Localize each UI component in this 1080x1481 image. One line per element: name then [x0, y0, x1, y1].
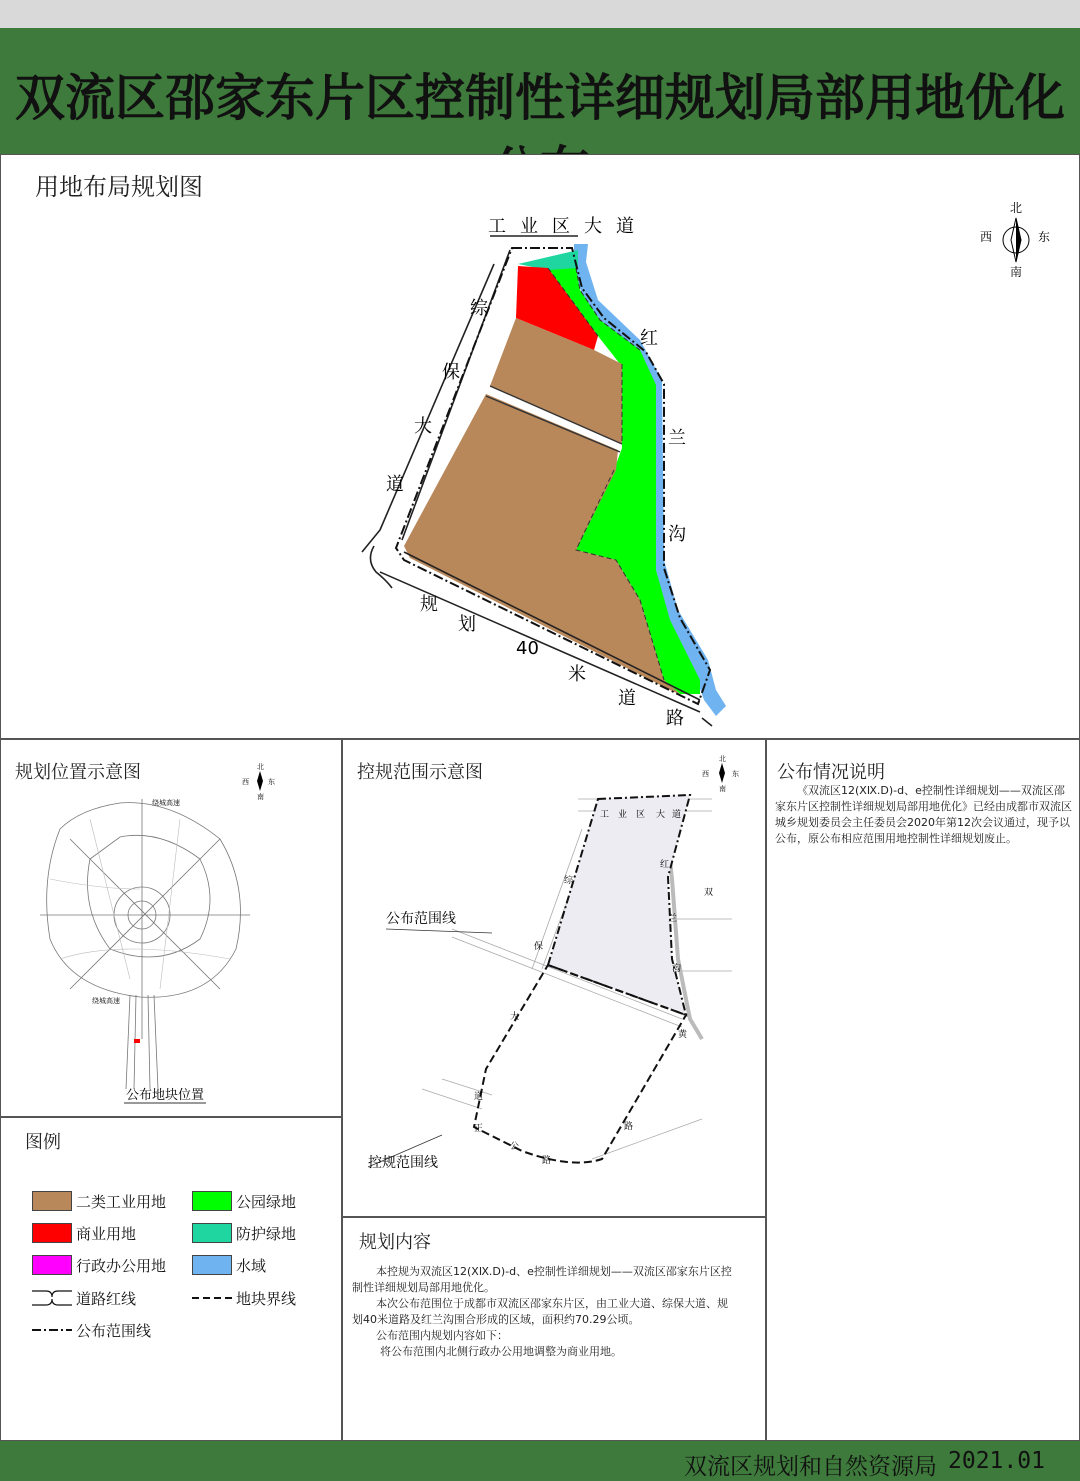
south-road-label: 米 [568, 664, 586, 685]
notice-text: 《双流区12(ⅩⅨ.D)-d、e控制性详细规划——双流区邵家东片区控制性详细规划局部用地优化》已经由成都市双流区城乡规划委员会主任委员会2020年第12次会议通过，现予以公布，原公布相应范围用地控制性详细规划废止。 [775, 784, 1072, 845]
scope-road-label: 路 [542, 1156, 552, 1166]
site-marker [134, 1039, 140, 1043]
planning-content-text [352, 1264, 732, 1360]
compass-east: 东 [1038, 230, 1051, 244]
legend-swatch [32, 1288, 72, 1308]
location-map-title: 规划位置示意图 [15, 762, 141, 783]
svg-text:东: 东 [268, 778, 275, 786]
west-road-label: 道 [386, 474, 404, 495]
west-road-label: 大 [414, 416, 432, 437]
scope-map-title: 控规范围示意图 [357, 762, 483, 783]
legend-label: 地块界线 [236, 1289, 297, 1308]
legend-swatch [32, 1223, 72, 1243]
scope-road-label: 公 [510, 1142, 520, 1152]
scope-label-control-line: 控规范围线 [368, 1155, 438, 1171]
land-use-map [0, 154, 1080, 739]
compass-north: 北 [1010, 201, 1023, 215]
west-road-label: 保 [442, 362, 460, 383]
location-label-road-a: 绕城高速 [152, 799, 180, 807]
scope-map [342, 739, 766, 1217]
svg-text:南: 南 [257, 793, 264, 801]
legend-label: 行政办公用地 [76, 1256, 167, 1275]
footer-banner [0, 1441, 1080, 1481]
scope-road-label: 大 [510, 1012, 520, 1022]
compass-west: 西 [980, 230, 993, 244]
legend-label: 公布范围线 [76, 1321, 152, 1340]
south-road-label: 40 [516, 638, 539, 659]
legend-label: 水域 [236, 1256, 267, 1275]
legend-item [32, 1285, 136, 1311]
compass-main [980, 201, 1050, 279]
legend-title: 图例 [25, 1132, 61, 1153]
land-use-map-title: 用地布局规划图 [35, 173, 203, 201]
scope-road-label: 沟 [672, 964, 682, 974]
legend-label: 公园绿地 [236, 1192, 297, 1211]
legend-label: 商业用地 [76, 1224, 137, 1243]
top-strip [0, 0, 1080, 28]
scope-road-label: 路 [624, 1122, 634, 1132]
legend-label: 防护绿地 [236, 1224, 297, 1243]
page-title: 双流区邵家东片区控制性详细规划局部用地优化 [15, 69, 1065, 127]
footer-org: 双流区规划和自然资源局 [684, 1454, 937, 1480]
location-map [0, 739, 342, 1117]
scope-road-label: 正 [474, 1124, 484, 1134]
legend-swatch [192, 1288, 232, 1308]
svg-text:西: 西 [242, 778, 249, 786]
scope-road-label: 保 [534, 942, 544, 952]
west-road-label: 综 [470, 298, 488, 319]
scope-road-label: 道 [672, 810, 682, 820]
south-road-label: 道 [618, 688, 636, 709]
compass-south: 南 [1010, 265, 1023, 279]
header-banner [0, 28, 1080, 154]
legend-item [192, 1285, 296, 1311]
scope-road-label: 红 [660, 860, 670, 870]
legend-item [192, 1188, 296, 1214]
compass-location [242, 762, 275, 801]
legend-swatch [192, 1255, 232, 1275]
scope-road-label: 双 [704, 888, 714, 898]
scope-road-label: 区 [636, 810, 646, 820]
location-label-site: 公布地块位置 [126, 1088, 205, 1103]
legend-item [32, 1188, 166, 1214]
planning-paragraph: 将公布范围内北侧行政办公用地调整为商业用地。 [380, 1345, 622, 1358]
legend-label: 道路红线 [76, 1289, 137, 1308]
river-label: 兰 [668, 428, 686, 449]
legend-item [32, 1317, 151, 1343]
svg-text:西: 西 [702, 770, 709, 778]
legend-item [192, 1220, 296, 1246]
svg-text:北: 北 [257, 763, 264, 771]
scope-road-label: 综 [564, 876, 574, 886]
legend-panel [0, 1117, 342, 1441]
compass-scope [702, 754, 739, 793]
legend-item [32, 1252, 166, 1278]
svg-text:北: 北 [719, 755, 726, 763]
scope-road-label: 兰 [668, 914, 678, 924]
planning-paragraph: 本控规为双流区12(ⅩⅨ.D)-d、e控制性详细规划——双流区邵家东片区控制性详细规划局部用地优化。 [352, 1265, 732, 1294]
location-label-road-b: 绕城高速 [92, 997, 120, 1005]
planning-paragraph: 本次公布范围位于成都市双流区邵家东片区，由工业大道、综保大道、规划40米道路及红兰沟围合形成的区域，面积约70.29公顷。 [352, 1297, 728, 1326]
svg-text:东: 东 [732, 770, 739, 778]
legend-swatch [192, 1223, 232, 1243]
river-label: 红 [640, 328, 658, 349]
scope-road-label: 黄 [678, 1030, 688, 1040]
planning-content-title: 规划内容 [359, 1232, 431, 1253]
legend-swatch [192, 1191, 232, 1211]
legend-swatch [32, 1191, 72, 1211]
scope-road-label: 道 [474, 1092, 484, 1102]
legend-label: 二类工业用地 [76, 1192, 167, 1211]
scope-road-label: 工 [600, 810, 610, 820]
road-label-north: 工业区大道 [488, 216, 648, 237]
footer-date: 2021.01 [948, 1448, 1045, 1474]
south-road-label: 划 [458, 614, 476, 635]
scope-road-label: 大 [656, 810, 666, 820]
legend-item [192, 1252, 266, 1278]
river-label: 沟 [668, 524, 686, 545]
planning-paragraph: 公布范围内规划内容如下： [376, 1329, 508, 1342]
legend-swatch [32, 1320, 72, 1340]
scope-label-publish-line: 公布范围线 [386, 911, 456, 927]
south-road-label: 路 [666, 708, 684, 729]
scope-road-label: 业 [618, 810, 628, 820]
notice-title: 公布情况说明 [777, 762, 885, 783]
south-road-label: 规 [420, 594, 438, 615]
legend-swatch [32, 1255, 72, 1275]
svg-text:南: 南 [719, 785, 726, 793]
legend-item [32, 1220, 136, 1246]
